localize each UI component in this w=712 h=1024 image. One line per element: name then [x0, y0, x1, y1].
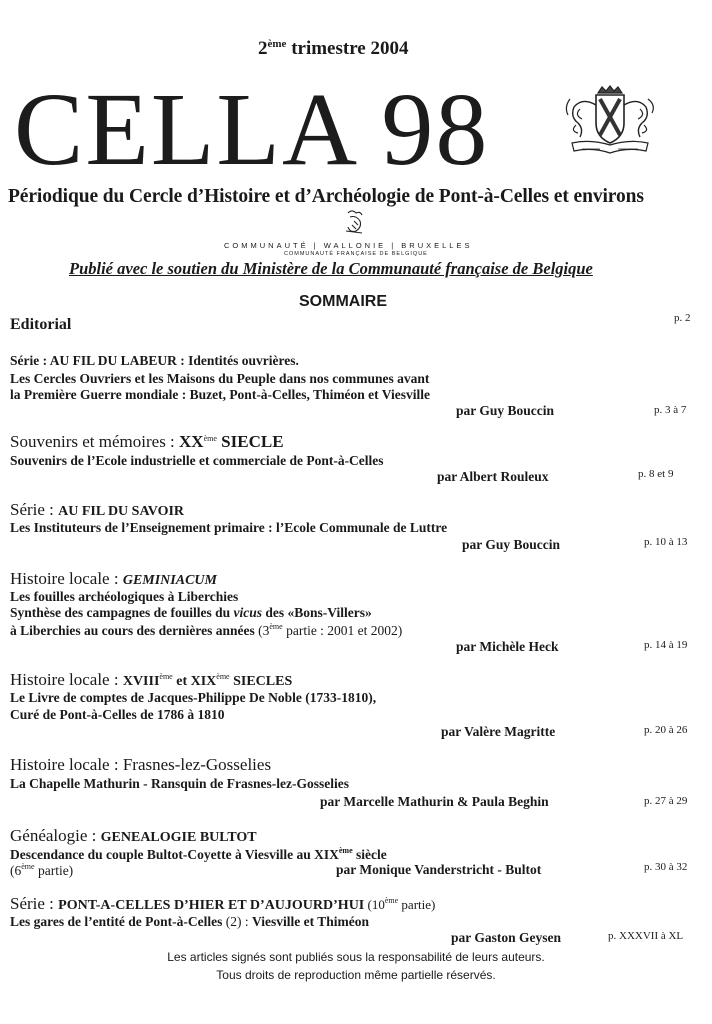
quarter-superscript: ème	[267, 38, 287, 50]
section-1-author: par Guy Bouccin	[456, 403, 555, 418]
section-3-page: p. 10 à 13	[644, 536, 688, 548]
section-1-line-2: la Première Guerre mondiale : Buzet, Pont-à-Celles, Thiméon et Viesville	[10, 387, 431, 402]
sponsor-subtitle: COMMUNAUTÉ FRANÇAISE DE BELGIQUE	[284, 251, 428, 257]
section-8-page: p. XXXVII à XL	[608, 930, 684, 942]
section-4-line-3: à Liberchies au cours des dernières années (3ème partie : 2001 et 2002)	[10, 622, 403, 638]
footer-responsibility: Les articles signés sont publiés sous la responsabilité de leurs auteurs.	[167, 950, 545, 964]
section-3-heading: Série : AU FIL DU SAVOIR	[10, 500, 185, 519]
section-5-line-1: Le Livre de comptes de Jacques-Philippe De Noble (1733-1810),	[10, 690, 377, 705]
section-6-line-1: La Chapelle Mathurin - Ransquin de Frasnes-lez-Gosselies	[10, 776, 350, 791]
section-7-line-2: (6ème partie)	[10, 862, 74, 878]
issue-quarter	[258, 38, 408, 60]
editorial-page: p. 2	[674, 312, 691, 324]
section-7-heading: Généalogie : GENEALOGIE BULTOT	[10, 826, 257, 845]
rooster-logo-icon	[340, 207, 370, 237]
section-2-page: p. 8 et 9	[638, 468, 674, 480]
section-6-page: p. 27 à 29	[644, 795, 688, 807]
section-3-line-1: Les Instituteurs de l’Enseignement primaire : l’Ecole Communale de Luttre	[10, 520, 448, 535]
section-5-page: p. 20 à 26	[644, 724, 688, 736]
editorial-label: Editorial	[10, 316, 72, 333]
section-2-author: par Albert Rouleux	[437, 469, 549, 484]
footer-rights: Tous droits de reproduction même partielle réservés.	[216, 968, 496, 982]
periodical-subtitle: Périodique du Cercle d’Histoire et d’Archéologie de Pont-à-Celles et environs	[8, 186, 644, 207]
section-8-line-1: Les gares de l’entité de Pont-à-Celles (2) : Viesville et Thiméon	[10, 914, 369, 929]
section-1-heading: Série : AU FIL DU LABEUR : Identités ouvrières.	[10, 353, 299, 368]
quarter-text: trimestre 2004	[286, 38, 409, 59]
section-4-author: par Michèle Heck	[456, 639, 559, 654]
section-8-author: par Gaston Geysen	[451, 930, 562, 945]
contents-heading: SOMMAIRE	[299, 293, 387, 310]
section-4-heading: Histoire locale : GEMINIACUM	[10, 569, 217, 588]
coat-of-arms-icon	[560, 85, 660, 159]
section-7-page: p. 30 à 32	[644, 861, 688, 873]
section-2-line-1: Souvenirs de l’Ecole industrielle et commerciale de Pont-à-Celles	[10, 453, 384, 468]
section-5-line-2: Curé de Pont-à-Celles de 1786 à 1810	[10, 707, 225, 722]
section-8-heading: Série : PONT-A-CELLES D’HIER ET D’AUJOURD’HUI (10ème partie)	[10, 894, 436, 913]
section-1-line-1: Les Cercles Ouvriers et les Maisons du Peuple dans nos communes avant	[10, 371, 430, 386]
section-4-line-1: Les fouilles archéologiques à Liberchies	[10, 589, 239, 604]
section-7-line-1: Descendance du couple Bultot-Coyette à Viesville au XIXème siècle	[10, 846, 387, 862]
section-5-heading: Histoire locale : XVIIIème et XIXème SIECLES	[10, 670, 293, 689]
section-5-author: par Valère Magritte	[441, 724, 556, 739]
section-3-author: par Guy Bouccin	[462, 537, 561, 552]
section-7-author: par Monique Vanderstricht - Bultot	[336, 862, 542, 877]
section-4-page: p. 14 à 19	[644, 639, 688, 651]
section-1-page: p. 3 à 7	[654, 404, 687, 416]
quarter-number: 2	[258, 38, 268, 59]
section-4-line-2: Synthèse des campagnes de fouilles du vicus des «Bons-Villers»	[10, 605, 372, 620]
masthead-title: CELLA 98	[14, 72, 490, 187]
sponsor-name: COMMUNAUTÉ | WALLONIE | BRUXELLES	[224, 241, 473, 250]
section-2-heading: Souvenirs et mémoires : XXème SIECLE	[10, 432, 284, 451]
section-6-heading: Histoire locale : Frasnes-lez-Gosselies	[10, 755, 272, 774]
section-6-author: par Marcelle Mathurin & Paula Beghin	[320, 794, 549, 809]
support-statement: Publié avec le soutien du Ministère de la Communauté française de Belgique	[69, 259, 593, 278]
